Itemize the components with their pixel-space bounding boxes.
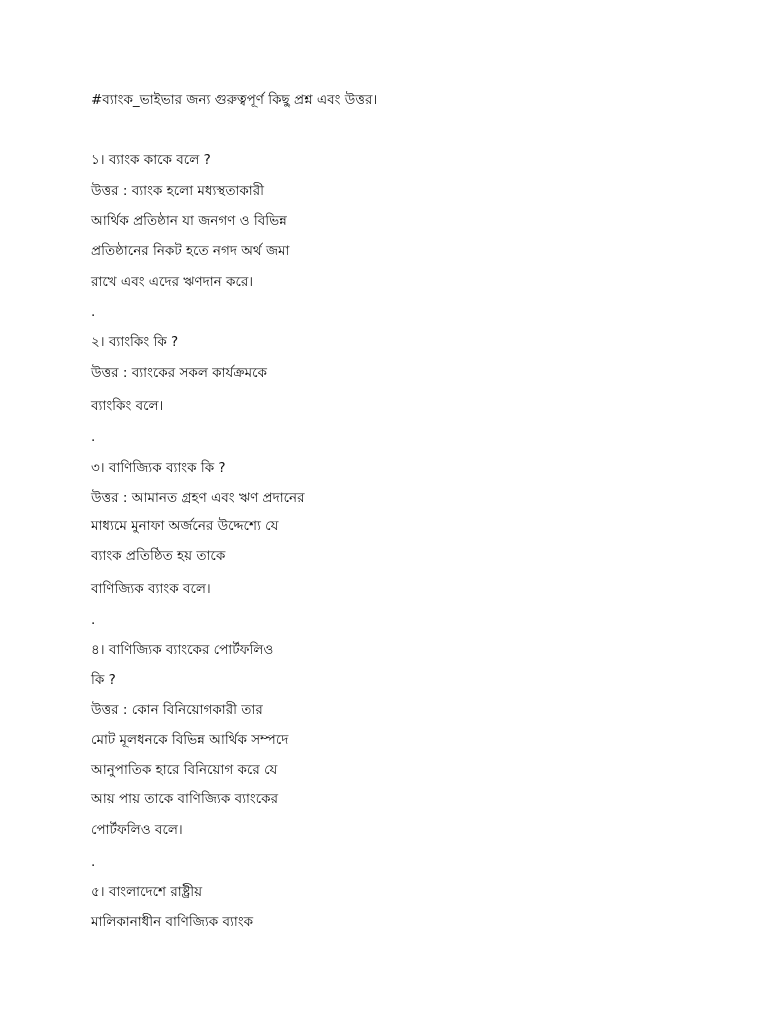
text-line: ব্যাংকিং বলে। [91, 398, 164, 414]
text-line: পোর্টফলিও বলে। [91, 822, 183, 838]
text-line: উত্তর : ব্যাংকের সকল কার্যক্রমকে [91, 365, 267, 381]
text-line: মাধ্যমে মুনাফা অর্জনের উদ্দেশ্যে যে [91, 518, 279, 534]
document-title: #ব্যাংক_ভাইভার জন্য গুরুত্বপূর্ণ কিছু প্রশ্ন এবং উত্তর। [91, 92, 378, 108]
text-line: ব্যাংক প্রতিষ্ঠিত হয় তাকে [91, 548, 226, 564]
text-line: মালিকানাধীন বাণিজ্যিক ব্যাংক [91, 914, 254, 930]
text-line: উত্তর : কোন বিনিয়োগকারী তার [91, 702, 263, 718]
text-line: ৪। বাণিজ্যিক ব্যাংকের পোর্টফলিও [91, 642, 274, 658]
separator-dot: . [91, 429, 96, 445]
text-line: মোট মূলধনকে বিভিন্ন আর্থিক সম্পদে [91, 732, 289, 748]
separator-dot: . [91, 612, 96, 628]
text-line: আয় পায় তাকে বাণিজ্যিক ব্যাংকের [91, 791, 279, 807]
text-line: উত্তর : আমানত গ্রহণ এবং ঋণ প্রদানের [91, 490, 305, 506]
text-line: ২। ব্যাংকিং কি ? [91, 334, 179, 350]
separator-dot: . [91, 854, 96, 870]
text-line: কি ? [91, 672, 116, 688]
text-line: ৫। বাংলাদেশে রাষ্ট্রীয় [91, 884, 203, 900]
text-line: ১। ব্যাংক কাকে বলে ? [91, 152, 211, 168]
text-line: আর্থিক প্রতিষ্ঠান যা জনগণ ও বিভিন্ন [91, 213, 287, 229]
text-line: প্রতিষ্ঠানের নিকট হতে নগদ অর্থ জমা [91, 243, 290, 259]
text-line: ৩। বাণিজ্যিক ব্যাংক কি ? [91, 460, 226, 476]
text-line: রাখে এবং এদের ঋণদান করে। [91, 274, 254, 290]
separator-dot: . [91, 304, 96, 320]
text-line: উত্তর : ব্যাংক হলো মধ্যস্থতাকারী [91, 183, 265, 199]
text-line: আনুপাতিক হারে বিনিয়োগ করে যে [91, 762, 278, 778]
text-line: বাণিজ্যিক ব্যাংক বলে। [91, 581, 211, 597]
